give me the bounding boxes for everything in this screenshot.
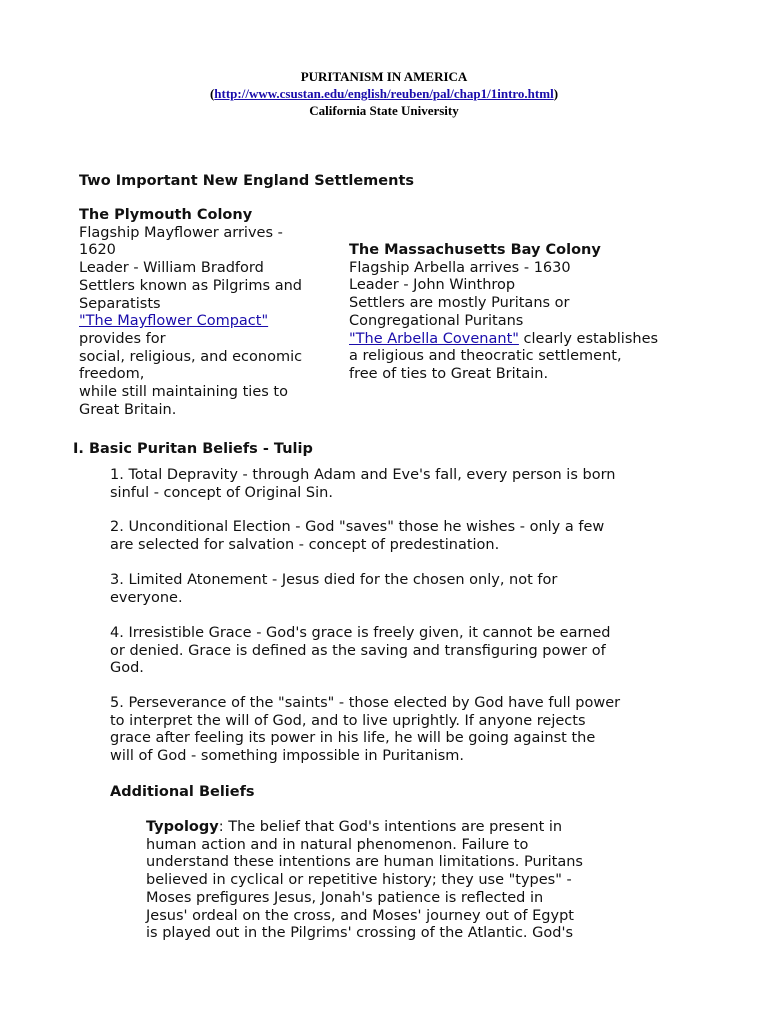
typology-line: Moses prefigures Jesus, Jonah's patience is reflected in xyxy=(146,889,544,906)
belief-item-4 xyxy=(110,625,610,678)
mayflower-compact-link[interactable]: "The Mayflower Compact" xyxy=(79,313,269,330)
belief-item-5 xyxy=(110,695,620,766)
belief-item-3 xyxy=(110,572,557,607)
covenant-description: clearly establishes xyxy=(518,330,659,347)
typology-paragraph xyxy=(146,819,583,943)
plymouth-line: Leader - William Bradford xyxy=(79,260,264,277)
typology-line: is played out in the Pilgrims' crossing of the Atlantic. God's xyxy=(146,925,573,942)
belief-line: are selected for salvation - concept of predestination. xyxy=(110,536,500,553)
typology-line: understand these intentions are human limitations. Puritans xyxy=(146,854,583,871)
plymouth-line: while still maintaining ties to xyxy=(79,384,288,401)
document-title: PURITANISM IN AMERICA xyxy=(300,69,468,84)
typology-line: human action and in natural phenomenon. Failure to xyxy=(146,836,529,853)
plymouth-line: Flagship Mayflower arrives - xyxy=(79,224,283,241)
plymouth-line: social, religious, and economic xyxy=(79,348,303,365)
url-close-paren: ) xyxy=(553,86,559,101)
typology-term: Typology xyxy=(146,819,219,835)
source-url-line xyxy=(0,86,768,102)
plymouth-line: provides for xyxy=(79,330,166,347)
belief-line: to interpret the will of God, and to live uprightly. If anyone rejects xyxy=(110,712,586,729)
belief-line: 2. Unconditional Election - God "saves" those he wishes - only a few xyxy=(110,519,605,535)
settlements-heading: Two Important New England Settlements xyxy=(79,173,415,189)
plymouth-line: Separatists xyxy=(79,295,161,312)
typology-first-line: : The belief that God's intentions are present in xyxy=(218,819,563,835)
source-url-link[interactable]: http://www.csustan.edu/english/reuben/pal/chap1/1intro.html xyxy=(214,86,554,101)
belief-line: God. xyxy=(110,660,144,677)
belief-line: or denied. Grace is defined as the saving and transfiguring power of xyxy=(110,642,606,659)
belief-item-1 xyxy=(110,467,615,502)
plymouth-line: 1620 xyxy=(79,242,116,259)
arbella-covenant-link[interactable]: "The Arbella Covenant" xyxy=(349,330,519,347)
belief-line: 5. Perseverance of the "saints" - those elected by God have full power xyxy=(110,695,621,711)
plymouth-colony-section xyxy=(79,207,341,419)
plymouth-line: freedom, xyxy=(79,366,145,383)
typology-line: Jesus' ordeal on the cross, and Moses' journey out of Egypt xyxy=(146,907,574,924)
massachusetts-line: Settlers are mostly Puritans or xyxy=(349,295,570,312)
plymouth-line: Great Britain. xyxy=(79,401,177,418)
belief-line: sinful - concept of Original Sin. xyxy=(110,484,333,501)
plymouth-title: The Plymouth Colony xyxy=(79,207,253,223)
massachusetts-line: Leader - John Winthrop xyxy=(349,277,516,294)
massachusetts-line: Flagship Arbella arrives - 1630 xyxy=(349,259,571,276)
massachusetts-title: The Massachusetts Bay Colony xyxy=(349,242,601,258)
belief-line: grace after feeling its power in his life, he will be going against the xyxy=(110,730,596,747)
typology-line: believed in cyclical or repetitive history; they use "types" - xyxy=(146,872,572,889)
massachusetts-bay-colony-section xyxy=(349,242,689,384)
institution-name: California State University xyxy=(309,103,459,118)
belief-line: 4. Irresistible Grace - God's grace is freely given, it cannot be earned xyxy=(110,625,611,641)
belief-item-2 xyxy=(110,519,604,554)
belief-line: 1. Total Depravity - through Adam and Eve's fall, every person is born xyxy=(110,467,616,483)
beliefs-heading: I. Basic Puritan Beliefs - Tulip xyxy=(73,441,313,457)
massachusetts-line: Congregational Puritans xyxy=(349,312,524,329)
massachusetts-line: a religious and theocratic settlement, xyxy=(349,348,622,365)
url-open-paren: ( xyxy=(209,86,215,101)
plymouth-line: Settlers known as Pilgrims and xyxy=(79,277,302,294)
belief-line: everyone. xyxy=(110,589,183,606)
additional-beliefs-heading: Additional Beliefs xyxy=(110,784,255,800)
massachusetts-line: free of ties to Great Britain. xyxy=(349,365,549,382)
belief-line: will of God - something impossible in Puritanism. xyxy=(110,748,464,765)
belief-line: 3. Limited Atonement - Jesus died for the chosen only, not for xyxy=(110,572,558,588)
